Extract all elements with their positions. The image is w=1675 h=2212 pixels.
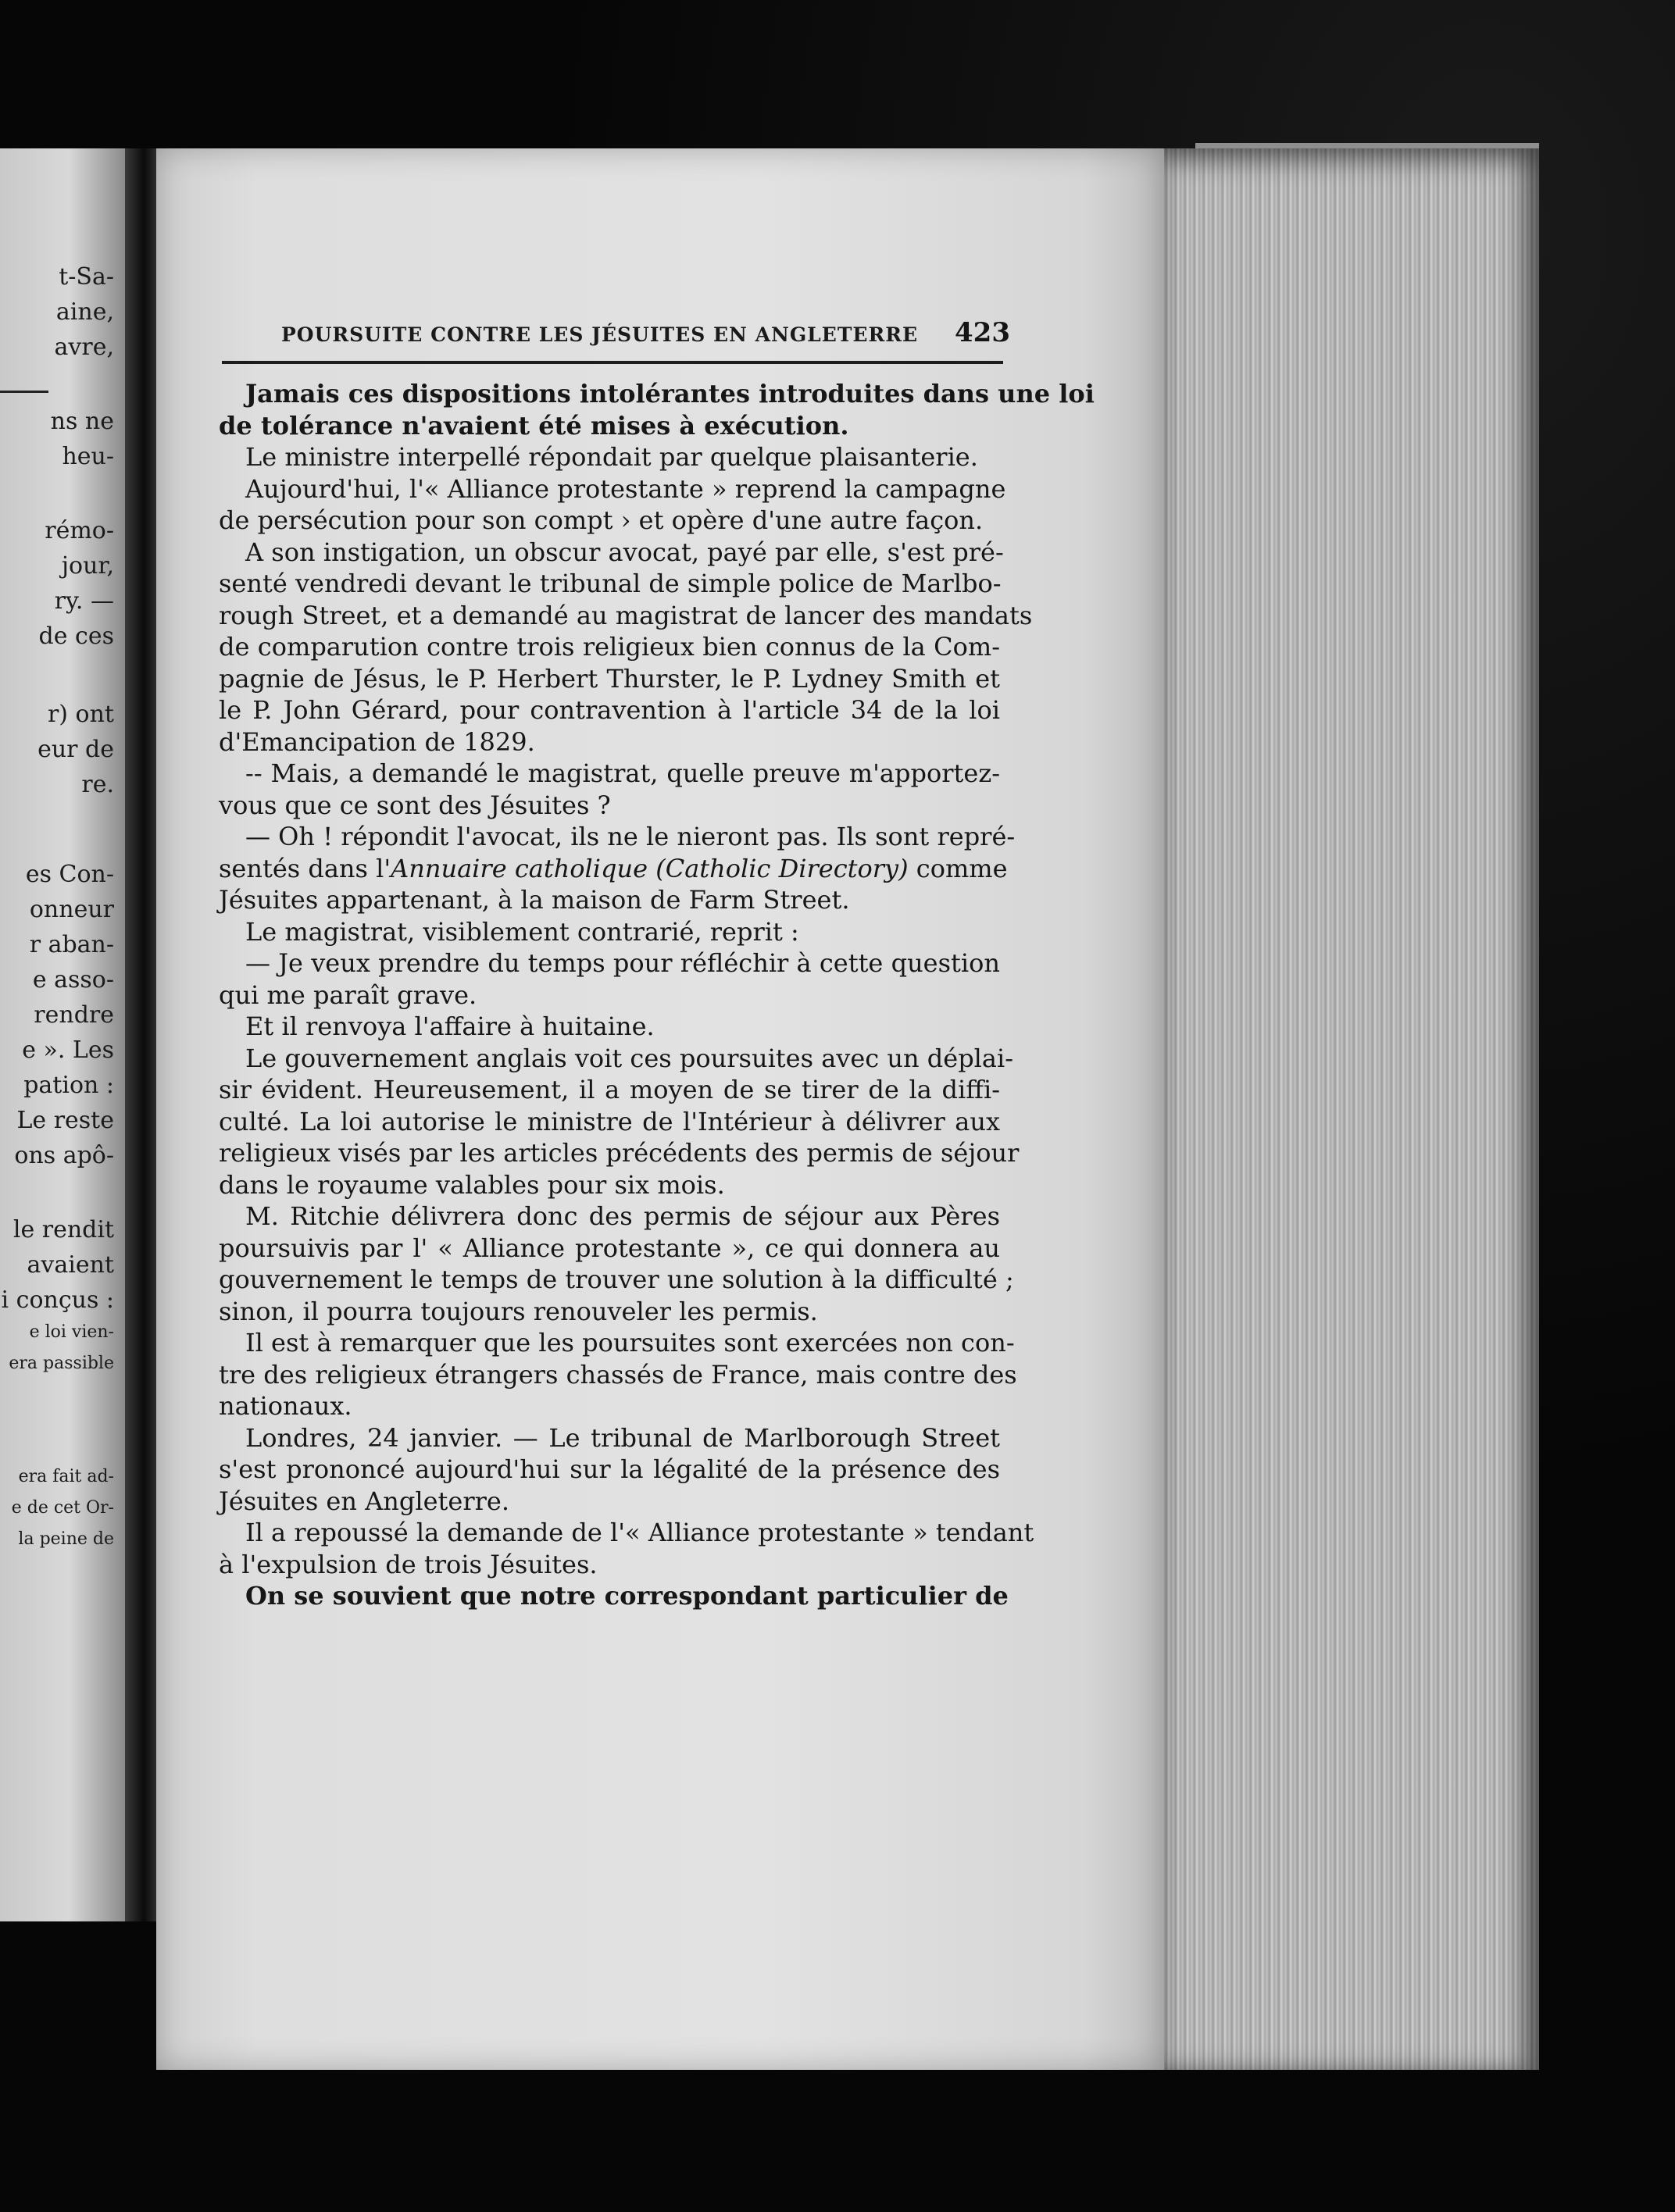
previous-page-edge <box>0 148 125 1921</box>
text-line <box>219 1580 1009 1612</box>
text-line-content: le P. John Gérard, pour contravention à l'article 34 de la loi <box>219 695 1000 725</box>
text-line <box>219 853 1008 885</box>
text-line <box>219 790 1000 822</box>
previous-page-line: jour, <box>61 552 114 580</box>
text-line <box>219 821 1016 853</box>
text-line <box>219 663 1000 695</box>
text-line <box>219 1359 1017 1391</box>
text-line <box>219 473 1006 505</box>
text-line <box>219 694 1000 726</box>
previous-page-line: e ». Les <box>22 1036 114 1064</box>
text-line <box>219 916 1000 948</box>
text-line <box>219 758 1000 790</box>
text-line-content: Et il renvoya l'affaire à huitaine. <box>245 1011 655 1041</box>
previous-page-line: ons apô- <box>14 1142 114 1169</box>
previous-page-line: ns ne <box>50 408 114 435</box>
text-line-content: sinon, il pourra toujours renouveler les permis. <box>219 1296 818 1326</box>
previous-page-line: re. <box>81 771 114 798</box>
text-line-content: senté vendredi devant le tribunal de simple police de Marlbo- <box>219 569 1002 598</box>
book-gutter <box>125 148 156 1921</box>
text-line-content: — Je veux prendre du temps pour réfléchir à cette question <box>245 948 1000 978</box>
previous-page-line: e de cet Or- <box>11 1498 114 1518</box>
text-line <box>219 1327 1015 1359</box>
text-line-content: de comparution contre trois religieux bien connus de la Com- <box>219 632 1000 662</box>
text-line <box>219 378 1095 410</box>
previous-page-line: i conçus : <box>1 1286 114 1314</box>
previous-page-line: rémo- <box>45 517 114 544</box>
text-line-content: gouvernement le temps de trouver une solution à la difficulté ; <box>219 1265 1014 1294</box>
text-line <box>219 1549 1000 1581</box>
text-line-content: de tolérance n'avaient été mises à exécution. <box>219 410 849 441</box>
text-line-content: A son instigation, un obscur avocat, payé par elle, s'est pré- <box>245 537 1004 567</box>
previous-page-line: avaient <box>27 1251 114 1279</box>
text-line-content: sir évident. Heureusement, il a moyen de se tirer de la diffi- <box>219 1075 1000 1104</box>
text-line-content: Londres, 24 janvier. — Le tribunal de Marlborough Street <box>245 1422 1000 1453</box>
text-line-content: Jésuites en Angleterre. <box>219 1486 510 1516</box>
previous-page-line: es Con- <box>25 861 114 888</box>
italic-title: Annuaire catholique (Catholic Directory) <box>391 853 909 883</box>
text-line-content: vous que ce sont des Jésuites ? <box>219 790 611 820</box>
text-line-content: -- Mais, a demandé le magistrat, quelle preuve m'apportez- <box>245 758 1000 788</box>
text-line <box>219 568 1000 600</box>
previous-page-line: avre, <box>54 334 114 361</box>
text-line-content: dans le royaume valables pour six mois. <box>219 1169 725 1200</box>
previous-page-line: eur de <box>38 736 114 763</box>
text-line-content: M. Ritchie délivrera donc des permis de séjour aux Pères <box>245 1201 1000 1231</box>
text-line-content: d'Emancipation de 1829. <box>219 726 535 757</box>
text-line-content: On se souvient que notre correspondant particulier de <box>245 1581 1009 1611</box>
text-line-content: Le ministre interpellé répondait par quelque plaisanterie. <box>245 442 978 472</box>
previous-page-line: le rendit <box>12 1216 114 1243</box>
text-line-content: de persécution pour son compt › et opère d'une autre façon. <box>219 505 984 535</box>
previous-page-line: onneur <box>29 896 114 923</box>
page-block-fore-edge <box>1164 148 1539 2070</box>
previous-page-line: era passible <box>9 1354 114 1373</box>
text-line-content: sentés dans l' <box>219 853 391 883</box>
page-number: 423 <box>955 317 1010 348</box>
previous-page-line: era fait ad- <box>18 1467 114 1486</box>
previous-page-line: pation : <box>23 1072 114 1099</box>
text-line <box>219 1422 1000 1454</box>
text-line <box>219 1201 1000 1233</box>
text-line-content: culté. La loi autorise le ministre de l'Intérieur à délivrer aux <box>219 1106 1000 1136</box>
previous-page-rule <box>0 391 48 393</box>
text-line-content: pagnie de Jésus, le P. Herbert Thurster, le P. Lydney Smith et <box>219 663 1000 694</box>
text-line <box>219 1074 1000 1106</box>
text-line <box>219 947 1000 979</box>
previous-page-line: ry. — <box>54 587 114 615</box>
text-line-content: Le magistrat, visiblement contrarié, reprit : <box>245 916 799 947</box>
previous-page-line: t-Sa- <box>59 263 114 291</box>
text-line-content: Aujourd'hui, l'« Alliance protestante » reprend la campagne <box>245 473 1006 504</box>
text-line <box>219 600 1033 632</box>
text-line-content: religieux visés par les articles précédents des permis de séjour <box>219 1138 1020 1168</box>
text-line <box>219 1137 1020 1169</box>
text-line <box>219 1233 1000 1265</box>
text-line-content: qui me paraît grave. <box>219 979 477 1010</box>
previous-page-line: la peine de <box>18 1529 114 1549</box>
previous-page-line: e loi vien- <box>29 1322 114 1342</box>
text-line <box>219 1454 1000 1486</box>
text-line-content: Il a repoussé la demande de l'« Alliance protestante » tendant <box>245 1518 1034 1547</box>
previous-page-line: rendre <box>34 1001 114 1029</box>
running-head: POURSUITE CONTRE LES JÉSUITES EN ANGLETERRE <box>281 323 919 346</box>
text-line-tail: comme <box>908 853 1008 883</box>
text-line <box>219 884 1000 916</box>
text-line <box>219 1106 1000 1138</box>
text-line-content: Jésuites appartenant, à la maison de Farm Street. <box>219 885 850 915</box>
text-line <box>219 1517 1034 1549</box>
text-line-content: rough Street, et a demandé au magistrat de lancer des mandats <box>219 600 1033 630</box>
text-line-content: Jamais ces dispositions intolérantes introduites dans une loi <box>245 379 1095 409</box>
text-line <box>219 1011 1000 1043</box>
text-line-content: nationaux. <box>219 1391 352 1421</box>
previous-page-line: Le reste <box>16 1107 114 1134</box>
text-line <box>219 1390 1000 1422</box>
text-line <box>219 441 1000 473</box>
text-line-content: à l'expulsion de trois Jésuites. <box>219 1549 598 1579</box>
previous-page-line: r aban- <box>29 931 114 958</box>
text-line <box>219 631 1000 663</box>
text-line <box>219 537 1004 569</box>
text-line <box>219 1169 1000 1201</box>
previous-page-line: heu- <box>62 443 114 470</box>
text-line <box>219 1264 1014 1296</box>
text-line <box>219 410 1000 442</box>
text-line <box>219 505 1000 537</box>
text-line <box>219 1296 1000 1328</box>
body-text <box>219 378 1095 1612</box>
text-line-content: Il est à remarquer que les poursuites sont exercées non con- <box>245 1328 1015 1358</box>
header-rule <box>222 361 1003 364</box>
previous-page-line: e asso- <box>32 966 114 994</box>
text-line-content: Le gouvernement anglais voit ces poursuites avec un déplai- <box>245 1043 1014 1073</box>
text-line-content: s'est prononcé aujourd'hui sur la légalité de la présence des <box>219 1454 1000 1484</box>
text-line-content: — Oh ! répondit l'avocat, ils ne le nieront pas. Ils sont repré- <box>245 822 1016 851</box>
text-line <box>219 1043 1014 1075</box>
previous-page-line: aine, <box>55 298 114 326</box>
text-line <box>219 1486 1000 1518</box>
text-line <box>219 979 1000 1011</box>
previous-page-line: de ces <box>38 623 114 650</box>
previous-page-line: r) ont <box>47 701 114 728</box>
text-line <box>219 726 1000 758</box>
text-line-content: poursuivis par l' « Alliance protestante », ce qui donnera au <box>219 1233 1000 1263</box>
text-line-content: tre des religieux étrangers chassés de France, mais contre des <box>219 1359 1017 1390</box>
